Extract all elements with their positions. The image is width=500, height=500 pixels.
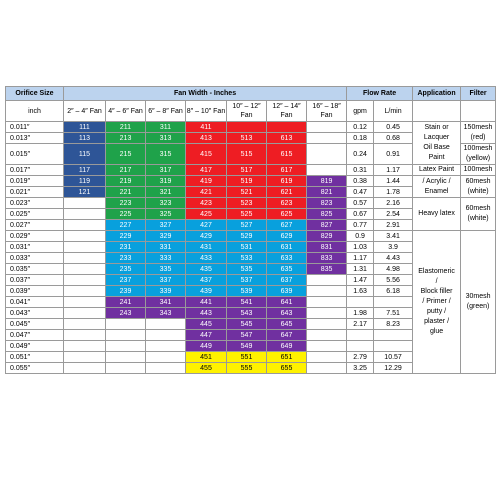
gpm-cell bbox=[347, 341, 374, 352]
tip-cell: 433 bbox=[186, 253, 227, 264]
orifice-size-cell: 0.021″ bbox=[6, 187, 64, 198]
fan-col-header: 10″ – 12″ Fan bbox=[227, 101, 267, 122]
orifice-size-cell: 0.017″ bbox=[6, 165, 64, 176]
tip-cell: 439 bbox=[186, 286, 227, 297]
tip-cell bbox=[106, 341, 146, 352]
table-row bbox=[6, 231, 496, 242]
tip-cell bbox=[64, 209, 106, 220]
lmin-cell: 6.18 bbox=[374, 286, 413, 297]
filter-subheader-blank bbox=[461, 101, 496, 122]
tip-cell: 447 bbox=[186, 330, 227, 341]
tip-cell: 335 bbox=[146, 264, 186, 275]
tip-cell: 115 bbox=[64, 144, 106, 165]
tip-cell: 117 bbox=[64, 165, 106, 176]
fan-width-header: Fan Width - Inches bbox=[64, 87, 347, 101]
filter-header: Filter bbox=[461, 87, 496, 101]
tip-cell: 427 bbox=[186, 220, 227, 231]
tip-cell: 641 bbox=[267, 297, 307, 308]
gpm-cell bbox=[347, 330, 374, 341]
tip-cell: 423 bbox=[186, 198, 227, 209]
tip-cell bbox=[146, 352, 186, 363]
tip-cell: 455 bbox=[186, 363, 227, 374]
tip-cell: 343 bbox=[146, 308, 186, 319]
gpm-cell: 0.47 bbox=[347, 187, 374, 198]
fan-col-header: 12″ – 14″ Fan bbox=[267, 101, 307, 122]
table-body bbox=[6, 101, 496, 374]
tip-cell: 327 bbox=[146, 220, 186, 231]
orifice-size-cell: 0.015″ bbox=[6, 144, 64, 165]
lmin-col-header: L/min bbox=[374, 101, 413, 122]
tip-cell: 631 bbox=[267, 242, 307, 253]
tip-cell bbox=[307, 133, 347, 144]
tip-cell: 113 bbox=[64, 133, 106, 144]
tip-cell: 827 bbox=[307, 220, 347, 231]
application-line: / bbox=[435, 278, 438, 285]
application-header: Application bbox=[413, 87, 461, 101]
tip-cell: 627 bbox=[267, 220, 307, 231]
tip-cell: 331 bbox=[146, 242, 186, 253]
tip-cell: 639 bbox=[267, 286, 307, 297]
tip-cell bbox=[64, 220, 106, 231]
lmin-cell: 0.68 bbox=[374, 133, 413, 144]
tip-cell bbox=[307, 144, 347, 165]
application-subheader-blank bbox=[413, 101, 461, 122]
gpm-cell: 1.31 bbox=[347, 264, 374, 275]
tip-cell: 425 bbox=[186, 209, 227, 220]
tip-cell bbox=[307, 330, 347, 341]
tip-cell: 649 bbox=[267, 341, 307, 352]
application-line: Block filler bbox=[420, 288, 453, 295]
gpm-cell: 0.31 bbox=[347, 165, 374, 176]
tip-cell: 337 bbox=[146, 275, 186, 286]
tip-cell bbox=[64, 242, 106, 253]
tip-cell: 647 bbox=[267, 330, 307, 341]
filter-line: 100mesh bbox=[463, 145, 493, 152]
tip-cell: 533 bbox=[227, 253, 267, 264]
tip-cell bbox=[307, 122, 347, 133]
tip-cell bbox=[146, 341, 186, 352]
lmin-cell: 5.56 bbox=[374, 275, 413, 286]
tip-cell: 833 bbox=[307, 253, 347, 264]
orifice-size-cell: 0.043″ bbox=[6, 308, 64, 319]
tip-cell bbox=[307, 341, 347, 352]
tip-cell: 549 bbox=[227, 341, 267, 352]
gpm-cell: 0.67 bbox=[347, 209, 374, 220]
tip-cell: 435 bbox=[186, 264, 227, 275]
tip-cell bbox=[64, 297, 106, 308]
tip-cell: 645 bbox=[267, 319, 307, 330]
tip-cell: 339 bbox=[146, 286, 186, 297]
orifice-size-cell: 0.019″ bbox=[6, 176, 64, 187]
filter-line: 60mesh bbox=[465, 205, 491, 212]
tip-cell: 429 bbox=[186, 231, 227, 242]
tip-cell: 633 bbox=[267, 253, 307, 264]
tip-cell bbox=[64, 308, 106, 319]
lmin-cell: 8.23 bbox=[374, 319, 413, 330]
tip-cell: 543 bbox=[227, 308, 267, 319]
application-line: Heavy latex bbox=[418, 210, 455, 217]
orifice-size-cell: 0.037″ bbox=[6, 275, 64, 286]
tip-cell: 615 bbox=[267, 144, 307, 165]
orifice-size-cell: 0.045″ bbox=[6, 319, 64, 330]
tip-cell: 231 bbox=[106, 242, 146, 253]
filter-line: (white) bbox=[467, 187, 489, 195]
tip-cell: 211 bbox=[106, 122, 146, 133]
tip-cell: 529 bbox=[227, 231, 267, 242]
tip-cell: 235 bbox=[106, 264, 146, 275]
orifice-unit-label: inch bbox=[6, 101, 64, 122]
gpm-cell: 0.18 bbox=[347, 133, 374, 144]
tip-cell bbox=[64, 330, 106, 341]
gpm-cell bbox=[347, 297, 374, 308]
tip-cell: 239 bbox=[106, 286, 146, 297]
gpm-cell: 1.03 bbox=[347, 242, 374, 253]
tip-cell: 421 bbox=[186, 187, 227, 198]
application-cell bbox=[413, 122, 461, 165]
table-row bbox=[6, 122, 496, 133]
tip-cell: 417 bbox=[186, 165, 227, 176]
tip-cell: 223 bbox=[106, 198, 146, 209]
tip-cell: 625 bbox=[267, 209, 307, 220]
tip-cell bbox=[64, 341, 106, 352]
application-line: Latex Paint bbox=[419, 166, 455, 173]
application-line: glue bbox=[429, 328, 444, 335]
tip-cell: 321 bbox=[146, 187, 186, 198]
tip-cell: 315 bbox=[146, 144, 186, 165]
tip-cell: 829 bbox=[307, 231, 347, 242]
lmin-cell: 7.51 bbox=[374, 308, 413, 319]
gpm-cell: 1.63 bbox=[347, 286, 374, 297]
lmin-cell bbox=[374, 297, 413, 308]
tip-cell: 241 bbox=[106, 297, 146, 308]
application-line: Enamel bbox=[424, 187, 449, 195]
lmin-cell: 10.57 bbox=[374, 352, 413, 363]
fan-col-header: 4″ – 6″ Fan bbox=[106, 101, 146, 122]
tip-cell: 517 bbox=[227, 165, 267, 176]
tip-cell bbox=[307, 286, 347, 297]
tip-cell bbox=[267, 122, 307, 133]
gpm-cell: 0.57 bbox=[347, 198, 374, 209]
tip-cell: 441 bbox=[186, 297, 227, 308]
orifice-size-cell: 0.025″ bbox=[6, 209, 64, 220]
tip-cell: 225 bbox=[106, 209, 146, 220]
tip-cell bbox=[307, 308, 347, 319]
tip-cell bbox=[64, 231, 106, 242]
tip-cell: 547 bbox=[227, 330, 267, 341]
tip-cell: 821 bbox=[307, 187, 347, 198]
gpm-cell: 3.25 bbox=[347, 363, 374, 374]
tip-cell: 221 bbox=[106, 187, 146, 198]
tip-cell: 623 bbox=[267, 198, 307, 209]
tip-cell bbox=[64, 286, 106, 297]
tip-cell bbox=[64, 198, 106, 209]
lmin-cell: 0.91 bbox=[374, 144, 413, 165]
application-line: putty / bbox=[427, 308, 447, 315]
gpm-cell: 0.77 bbox=[347, 220, 374, 231]
tip-cell: 541 bbox=[227, 297, 267, 308]
lmin-cell: 3.9 bbox=[374, 242, 413, 253]
orifice-size-cell: 0.049″ bbox=[6, 341, 64, 352]
lmin-cell: 2.54 bbox=[374, 209, 413, 220]
orifice-size-cell: 0.055″ bbox=[6, 363, 64, 374]
tip-cell: 613 bbox=[267, 133, 307, 144]
tip-cell: 621 bbox=[267, 187, 307, 198]
gpm-cell: 0.38 bbox=[347, 176, 374, 187]
header-row bbox=[6, 87, 496, 101]
tip-cell: 451 bbox=[186, 352, 227, 363]
orifice-size-cell: 0.035″ bbox=[6, 264, 64, 275]
tip-cell: 519 bbox=[227, 176, 267, 187]
filter-cell bbox=[461, 198, 496, 231]
orifice-size-header: Orifice Size bbox=[6, 87, 64, 101]
tip-cell bbox=[146, 330, 186, 341]
fan-col-header: 2″ – 4″ Fan bbox=[64, 101, 106, 122]
tip-cell: 243 bbox=[106, 308, 146, 319]
filter-line: 60mesh bbox=[465, 177, 491, 185]
tip-cell bbox=[106, 363, 146, 374]
gpm-cell: 0.9 bbox=[347, 231, 374, 242]
application-line: / Primer / bbox=[422, 298, 451, 305]
tip-cell bbox=[64, 319, 106, 330]
tip-cell bbox=[307, 352, 347, 363]
filter-line: 30mesh bbox=[465, 293, 491, 300]
tip-cell: 521 bbox=[227, 187, 267, 198]
orifice-size-cell: 0.033″ bbox=[6, 253, 64, 264]
gpm-cell: 0.12 bbox=[347, 122, 374, 133]
tip-cell: 539 bbox=[227, 286, 267, 297]
filter-cell bbox=[461, 165, 496, 176]
tip-cell bbox=[146, 319, 186, 330]
tip-cell: 831 bbox=[307, 242, 347, 253]
tip-cell: 635 bbox=[267, 264, 307, 275]
flow-rate-header: Flow Rate bbox=[347, 87, 413, 101]
application-line: Elastomeric bbox=[418, 268, 455, 275]
tip-cell: 515 bbox=[227, 144, 267, 165]
tip-cell: 443 bbox=[186, 308, 227, 319]
orifice-size-cell: 0.051″ bbox=[6, 352, 64, 363]
tip-cell: 215 bbox=[106, 144, 146, 165]
tip-cell: 537 bbox=[227, 275, 267, 286]
tip-cell bbox=[307, 319, 347, 330]
tip-cell bbox=[307, 165, 347, 176]
filter-line: 150mesh bbox=[463, 123, 493, 131]
application-cell bbox=[413, 176, 461, 198]
orifice-size-cell: 0.031″ bbox=[6, 242, 64, 253]
filter-cell bbox=[461, 122, 496, 144]
tip-cell: 313 bbox=[146, 133, 186, 144]
tip-cell: 317 bbox=[146, 165, 186, 176]
tip-cell: 413 bbox=[186, 133, 227, 144]
orifice-size-cell: 0.023″ bbox=[6, 198, 64, 209]
filter-line: (green) bbox=[466, 303, 490, 310]
fan-col-header: 8″ – 10″ Fan bbox=[186, 101, 227, 122]
tip-cell: 513 bbox=[227, 133, 267, 144]
table-row bbox=[6, 165, 496, 176]
gpm-cell: 0.24 bbox=[347, 144, 374, 165]
lmin-cell bbox=[374, 341, 413, 352]
tip-cell: 411 bbox=[186, 122, 227, 133]
tip-cell: 217 bbox=[106, 165, 146, 176]
tip-cell: 445 bbox=[186, 319, 227, 330]
tip-cell: 233 bbox=[106, 253, 146, 264]
tip-cell: 823 bbox=[307, 198, 347, 209]
tip-cell: 617 bbox=[267, 165, 307, 176]
tip-cell bbox=[227, 122, 267, 133]
tip-cell: 333 bbox=[146, 253, 186, 264]
filter-line: (yellow) bbox=[466, 155, 491, 162]
tip-cell: 637 bbox=[267, 275, 307, 286]
tip-cell bbox=[307, 363, 347, 374]
application-line: Oil Base bbox=[423, 144, 450, 151]
tip-cell: 531 bbox=[227, 242, 267, 253]
tip-cell: 437 bbox=[186, 275, 227, 286]
tip-cell: 525 bbox=[227, 209, 267, 220]
tip-cell: 219 bbox=[106, 176, 146, 187]
orifice-size-cell: 0.041″ bbox=[6, 297, 64, 308]
lmin-cell: 2.16 bbox=[374, 198, 413, 209]
tip-cell bbox=[64, 275, 106, 286]
tip-cell bbox=[64, 363, 106, 374]
gpm-col-header: gpm bbox=[347, 101, 374, 122]
tip-cell: 119 bbox=[64, 176, 106, 187]
lmin-cell: 1.78 bbox=[374, 187, 413, 198]
filter-cell bbox=[461, 231, 496, 374]
spray-tip-chart-table bbox=[5, 86, 496, 374]
tip-cell: 325 bbox=[146, 209, 186, 220]
tip-cell bbox=[307, 297, 347, 308]
application-line: plaster / bbox=[424, 318, 450, 325]
tip-cell: 619 bbox=[267, 176, 307, 187]
tip-cell: 555 bbox=[227, 363, 267, 374]
tip-cell: 643 bbox=[267, 308, 307, 319]
tip-cell bbox=[64, 264, 106, 275]
tip-cell: 527 bbox=[227, 220, 267, 231]
tip-cell: 825 bbox=[307, 209, 347, 220]
application-line: / Acrylic / bbox=[422, 177, 451, 185]
tip-cell: 341 bbox=[146, 297, 186, 308]
tip-cell: 545 bbox=[227, 319, 267, 330]
lmin-cell: 4.43 bbox=[374, 253, 413, 264]
application-line: Lacquer bbox=[423, 134, 450, 141]
tip-cell: 819 bbox=[307, 176, 347, 187]
gpm-cell: 1.98 bbox=[347, 308, 374, 319]
fan-col-header: 16″ – 18″ Fan bbox=[307, 101, 347, 122]
tip-cell: 655 bbox=[267, 363, 307, 374]
tip-cell: 323 bbox=[146, 198, 186, 209]
lmin-cell: 1.17 bbox=[374, 165, 413, 176]
tip-cell: 651 bbox=[267, 352, 307, 363]
application-cell bbox=[413, 165, 461, 176]
tip-cell: 121 bbox=[64, 187, 106, 198]
filter-cell bbox=[461, 144, 496, 165]
tip-cell bbox=[64, 253, 106, 264]
tip-cell bbox=[146, 363, 186, 374]
tip-cell: 213 bbox=[106, 133, 146, 144]
orifice-size-cell: 0.013″ bbox=[6, 133, 64, 144]
lmin-cell: 2.91 bbox=[374, 220, 413, 231]
table-row bbox=[6, 176, 496, 187]
tip-cell: 431 bbox=[186, 242, 227, 253]
orifice-size-cell: 0.027″ bbox=[6, 220, 64, 231]
orifice-size-cell: 0.011″ bbox=[6, 122, 64, 133]
table-row bbox=[6, 198, 496, 209]
tip-cell: 111 bbox=[64, 122, 106, 133]
tip-cell: 229 bbox=[106, 231, 146, 242]
filter-line: (white) bbox=[467, 215, 489, 222]
tip-cell: 237 bbox=[106, 275, 146, 286]
gpm-cell: 2.17 bbox=[347, 319, 374, 330]
tip-cell: 629 bbox=[267, 231, 307, 242]
filter-line: 100mesh bbox=[463, 166, 493, 173]
tip-cell: 227 bbox=[106, 220, 146, 231]
filter-cell bbox=[461, 176, 496, 198]
tip-cell bbox=[106, 352, 146, 363]
lmin-cell: 0.45 bbox=[374, 122, 413, 133]
gpm-cell: 2.79 bbox=[347, 352, 374, 363]
subheader-row bbox=[6, 101, 496, 122]
application-line: Paint bbox=[428, 154, 445, 161]
orifice-size-cell: 0.047″ bbox=[6, 330, 64, 341]
lmin-cell: 3.41 bbox=[374, 231, 413, 242]
gpm-cell: 1.17 bbox=[347, 253, 374, 264]
tip-cell: 329 bbox=[146, 231, 186, 242]
tip-cell: 311 bbox=[146, 122, 186, 133]
application-line: Stain or bbox=[424, 124, 449, 131]
lmin-cell bbox=[374, 330, 413, 341]
filter-line: (red) bbox=[470, 133, 486, 141]
tip-cell bbox=[307, 275, 347, 286]
orifice-size-cell: 0.039″ bbox=[6, 286, 64, 297]
tip-cell: 523 bbox=[227, 198, 267, 209]
lmin-cell: 4.98 bbox=[374, 264, 413, 275]
fan-col-header: 6″ – 8″ Fan bbox=[146, 101, 186, 122]
tip-cell bbox=[106, 319, 146, 330]
lmin-cell: 1.44 bbox=[374, 176, 413, 187]
gpm-cell: 1.47 bbox=[347, 275, 374, 286]
lmin-cell: 12.29 bbox=[374, 363, 413, 374]
tip-cell bbox=[64, 352, 106, 363]
tip-cell: 415 bbox=[186, 144, 227, 165]
tip-cell: 535 bbox=[227, 264, 267, 275]
tip-cell: 835 bbox=[307, 264, 347, 275]
orifice-size-cell: 0.029″ bbox=[6, 231, 64, 242]
tip-cell: 551 bbox=[227, 352, 267, 363]
application-cell bbox=[413, 231, 461, 374]
tip-cell: 449 bbox=[186, 341, 227, 352]
tip-cell: 319 bbox=[146, 176, 186, 187]
tip-cell: 419 bbox=[186, 176, 227, 187]
tip-cell bbox=[106, 330, 146, 341]
application-cell bbox=[413, 198, 461, 231]
